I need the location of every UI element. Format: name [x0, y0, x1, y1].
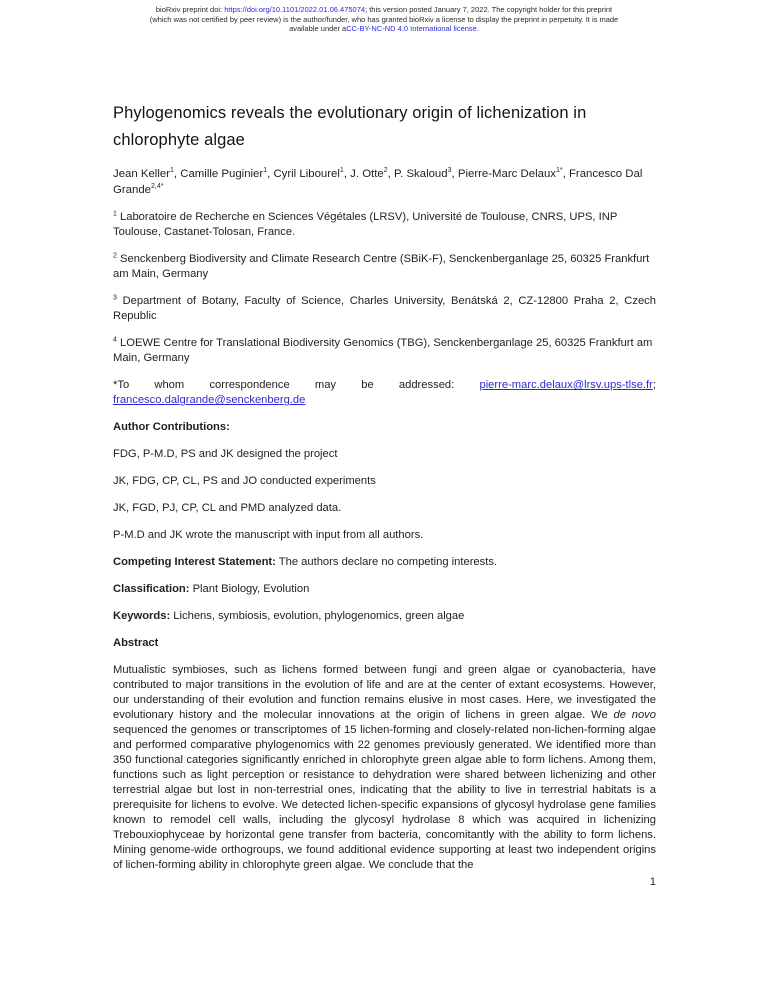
correspondence: *To whom correspondence may be addressed: pierre-marc.delaux@lrsv.ups-tlse.fr; francesco.dalgrande@senckenberg.de: [113, 379, 656, 407]
contribution-item: FDG, P-M.D, PS and JK designed the project: [113, 448, 338, 461]
affiliation-3: $^3$ Department of Botany, Faculty of Science, Charles University, Benátská 2, CZ-12800 Praha 2, Czech Republic: [113, 294, 656, 323]
competing-interest-statement: Competing Interest Statement: The authors declare no competing interests.: [113, 556, 498, 569]
author-affiliation-marker: 1: [339, 167, 344, 175]
license-link[interactable]: CC-BY-NC-ND 4.0 International license.: [346, 24, 479, 34]
affiliation-4: $^4$ LOEWE Centre for Translational Biodiversity Genomics (TBG), Senckenberganlage 25, 60325 Frankfurt am Main, Germany: [113, 336, 653, 365]
author-affiliation-marker: 1*: [555, 167, 563, 175]
affiliation-marker: 1: [113, 210, 117, 218]
banner-line3-prefix: available under a: [289, 24, 347, 34]
biorxiv-banner: [12, 0, 756, 34]
keywords-label: Keywords:: [113, 610, 171, 623]
abstract-heading: Abstract: [113, 637, 159, 650]
page-content: [113, 100, 656, 888]
abstract-text: Mutualistic symbioses, such as lichens formed between fungi and green algae or cyanobacteria, have contributed to major transitions in the evolution of life and are at the center of extant ecosystems. However, our understanding of their evolution and function remains elusive in most cases. Here, we investigated the evolutionary history and the molecular innovations at the origin of lichens in green algae. We de novo sequenced the genomes or transcriptomes of 15 lichen-forming and closely-related non-lichen-forming algae and performed comparative phylogenomics with 22 genomes previously generated. We identified more than 350 functional categories significantly enriched in chlorophyte green algae able to form lichens. Among them, functions such as light perception or resistance to dehydration were shared between lichenizing and other terrestrial algae but lost in non-terrestrial ones, indicating that the ability to live in terrestrial habitats is a prerequisite for lichens to evolve. We detected lichen-specific expansions of glycosyl hydrolase gene families known to remodel cell walls, including the glycosyl hydrolase 8 which was acquired in lichenizing Trebouxiophyceae by horizontal gene transfer from bacteria, concomitantly with the ability to form lichens. Mining genome-wide orthogroups, we found additional evidence supporting at least two independent origins of lichen-forming ability in chlorophyte green algae. We conclude that the: [113, 664, 656, 872]
author: Cyril Libourel: [273, 168, 340, 181]
contribution-item: P-M.D and JK wrote the manuscript with input from all authors.: [113, 529, 424, 542]
banner-doi-prefix: bioRxiv preprint doi:: [155, 5, 225, 14]
doi-link[interactable]: https://doi.org/10.1101/2022.01.06.475074: [224, 5, 366, 14]
affiliation-marker: 3: [113, 294, 117, 302]
abstract-italic-term: de novo: [613, 709, 656, 722]
author: Camille Puginier: [180, 168, 264, 181]
author: J. Otte: [350, 168, 384, 181]
author-affiliation-marker: 3: [447, 167, 452, 175]
affiliation-marker: 2: [113, 252, 117, 260]
contribution-item: JK, FDG, CP, CL, PS and JO conducted experiments: [113, 475, 376, 488]
banner-line-2: (which was not certified by peer review) is the author/funder, who has granted bioRxiv a license to display the preprint in perpetuity. It is made: [149, 14, 619, 24]
author: Jean Keller: [113, 168, 170, 181]
author-affiliation-marker: 1: [170, 167, 174, 175]
banner-line-3: [12, 24, 756, 34]
contribution-item: JK, FGD, PJ, CP, CL and PMD analyzed data.: [113, 502, 342, 515]
author: Francesco Dal Grande: [113, 168, 643, 196]
affiliation-1: $^1$ Laboratoire de Recherche en Sciences Végétales (LRSV), Université de Toulouse, CNRS, UPS, INP Toulouse, Castanet-Tolosan, France.: [113, 210, 618, 239]
author-affiliation-marker: 1: [263, 167, 268, 175]
classification: Classification: Plant Biology, Evolution: [113, 583, 310, 596]
author-affiliation-marker: 2,4*: [151, 182, 164, 190]
banner-line1-rest: ; this version posted January 7, 2022. The copyright holder for this preprint: [365, 5, 613, 14]
affiliation-marker: 4: [113, 336, 117, 344]
article-title: Phylogenomics reveals the evolutionary origin of lichenization in chlorophyte algae: [113, 104, 587, 150]
correspondence-email-2[interactable]: francesco.dalgrande@senckenberg.de: [113, 394, 306, 407]
author: P. Skaloud: [393, 168, 448, 181]
correspondence-prefix: *To whom correspondence may be addressed:: [113, 379, 480, 392]
keywords: Keywords: Lichens, symbiosis, evolution, phylogenomics, green algae: [113, 610, 465, 623]
author-contributions-heading: Author Contributions:: [113, 421, 230, 434]
affiliation-2: $^2$ Senckenberg Biodiversity and Climate Research Centre (SBiK-F), Senckenberganlage 25, 60325 Frankfurt am Main, Germany: [113, 252, 650, 281]
page-number: 1: [649, 876, 656, 889]
classification-label: Classification:: [113, 583, 190, 596]
correspondence-email-1[interactable]: pierre-marc.delaux@lrsv.ups-tlse.fr: [479, 379, 653, 392]
author: Pierre-Marc Delaux: [457, 168, 556, 181]
author-list: Jean Keller$^1$, Camille Puginier$^1$, Cyril Libourel$^1$, J. Otte$^2$, P. Skaloud$^3$, Pierre-Marc Delaux$^{1*}$, Francesco Dal Grande$^{2,4*}$: [113, 167, 643, 196]
author-affiliation-marker: 2: [383, 167, 388, 175]
competing-interest-label: Competing Interest Statement:: [113, 556, 276, 569]
banner-line-1: [12, 5, 756, 15]
